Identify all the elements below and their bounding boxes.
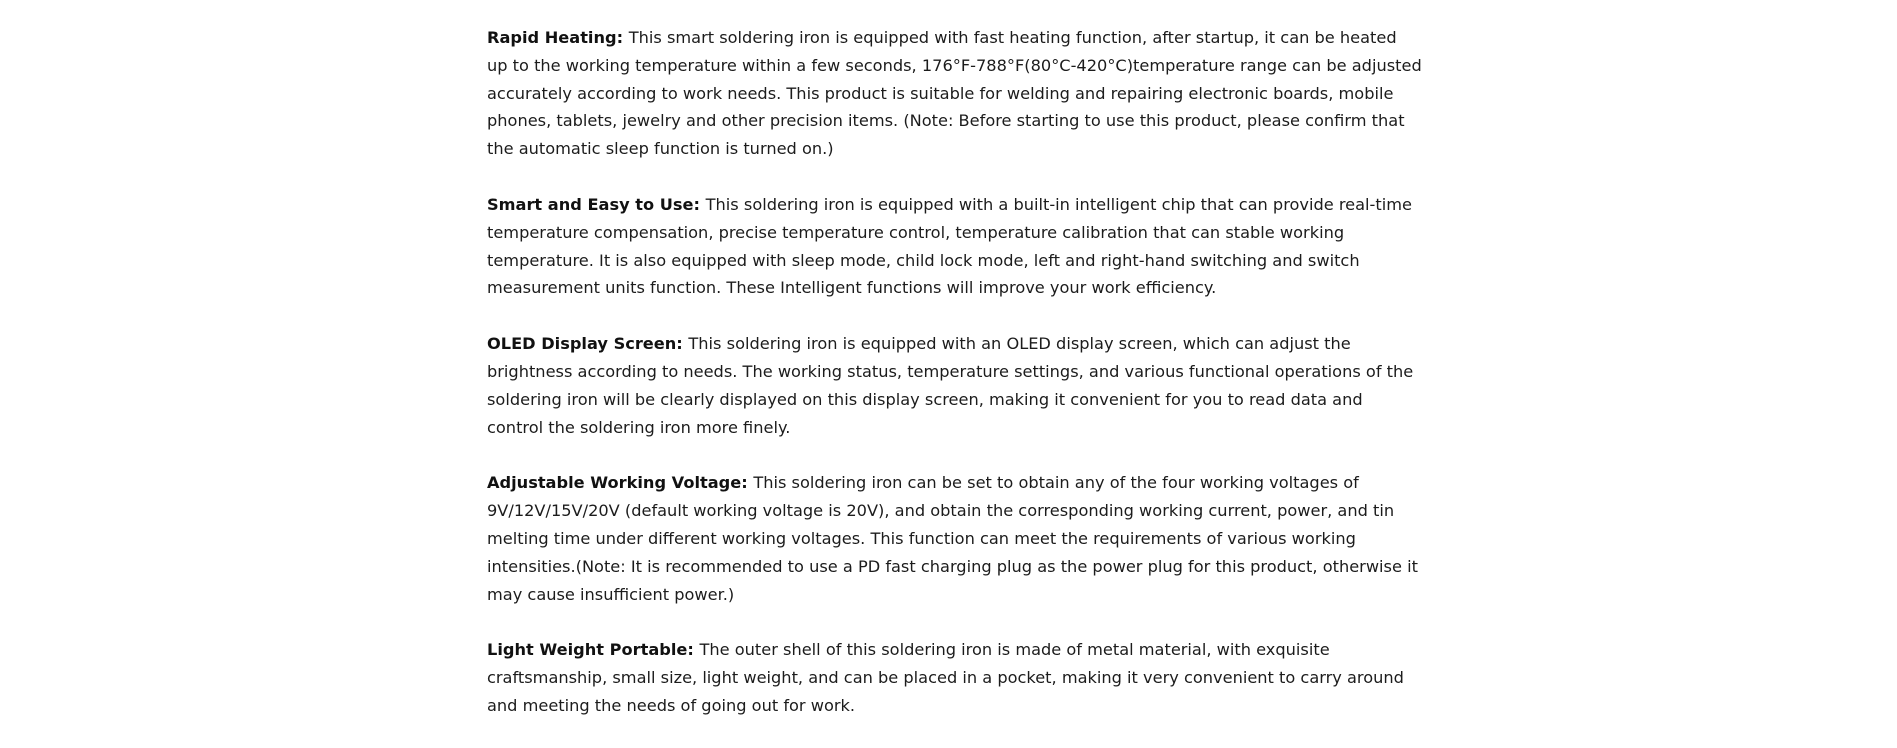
feature-text: This soldering iron is equipped with an OLED display screen, which can adjust the brightness according to needs. The working status, temperature settings, and various functional operations of the soldering iron will be clearly displayed on this display screen, making it convenient for you to read data and control the soldering iron more finely. xyxy=(487,334,1414,437)
feature-light-weight xyxy=(487,636,1422,719)
feature-title: Rapid Heating: xyxy=(487,28,629,47)
feature-text: This soldering iron can be set to obtain any of the four working voltages of 9V/12V/15V/20V (default working voltage is 20V), and obtain the corresponding working current, power, and tin melting time under different working voltages. This function can meet the requirements of various working intensities.(Note: It is recommended to use a PD fast charging plug as the power plug for this product, otherwise it may cause insufficient power.) xyxy=(487,473,1418,604)
feature-title: Smart and Easy to Use: xyxy=(487,194,706,214)
product-description xyxy=(487,24,1422,748)
feature-title: OLED Display Screen: xyxy=(487,334,689,354)
feature-title: Adjustable Working Voltage: xyxy=(487,473,754,493)
feature-title: Light Weight Portable: xyxy=(487,640,700,660)
feature-rapid-heating xyxy=(487,24,1422,163)
feature-oled-display xyxy=(487,330,1422,441)
feature-smart-easy xyxy=(487,191,1422,302)
feature-text: This soldering iron is equipped with a built-in intelligent chip that can provide real-time temperature compensation, precise temperature control, temperature calibration that can stable working temperature. It is also equipped with sleep mode, child lock mode, left and right-hand switching and switch measurement units function. These Intelligent functions will improve your work efficiency. xyxy=(487,194,1412,298)
feature-text: This smart soldering iron is equipped with fast heating function, after startup, it can be heated up to the working temperature within a few seconds, 176°F-788°F(80°C-420°C)temperature range can be adjusted accurately according to work needs. This product is suitable for welding and repairing electronic boards, mobile phones, tablets, jewelry and other precision items. (Note: Before starting to use this product, please confirm that the automatic sleep function is turned on.) xyxy=(487,28,1422,159)
feature-adjustable-voltage xyxy=(487,469,1422,608)
feature-text: The outer shell of this soldering iron is made of metal material, with exquisite craftsmanship, small size, light weight, and can be placed in a pocket, making it very convenient to carry around and meeting the needs of going out for work. xyxy=(487,640,1404,715)
